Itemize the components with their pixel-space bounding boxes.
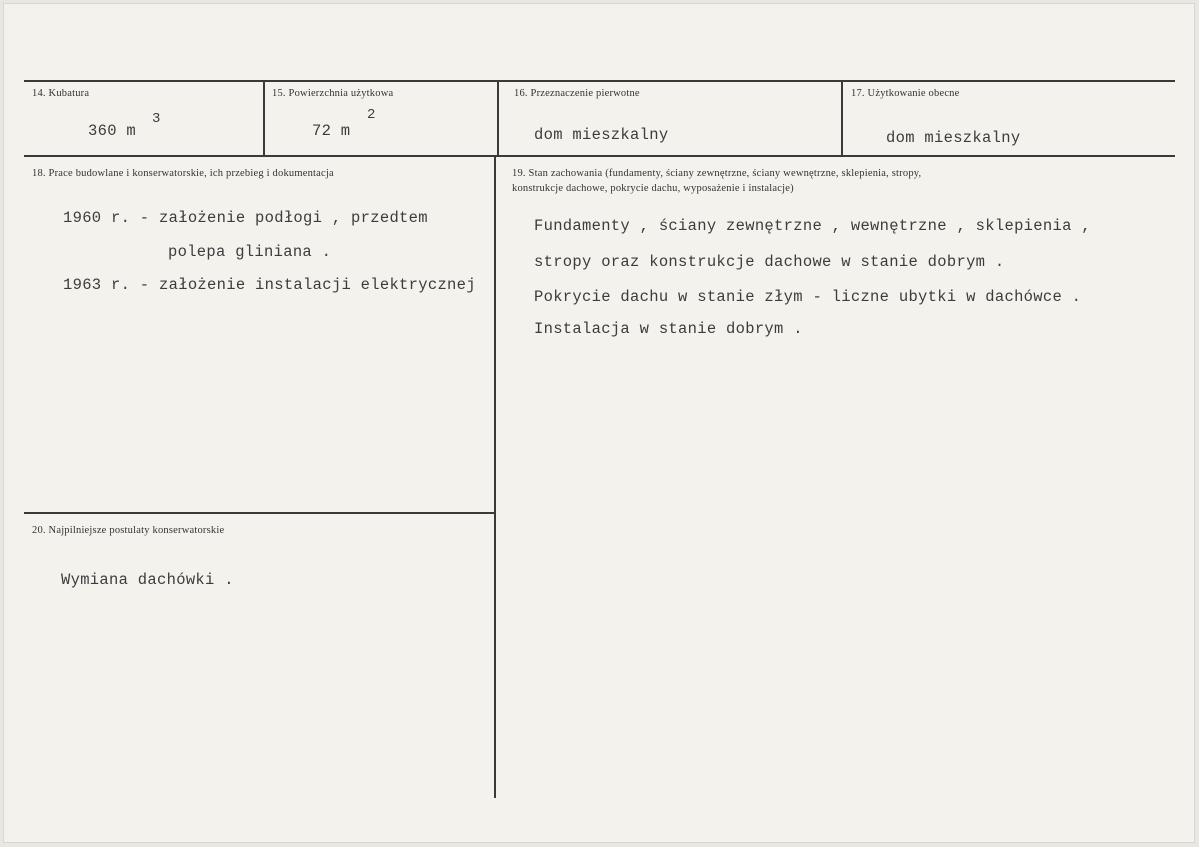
- divider-col16-17: [841, 80, 843, 156]
- divider-section20: [24, 512, 495, 514]
- divider-row1: [24, 155, 1175, 157]
- divider-col14-15: [263, 80, 265, 156]
- field-14-label: 14. Kubatura: [32, 88, 90, 99]
- field-19-label: 19. Stan zachowania (fundamenty, ściany zewnętrzne, ściany wewnętrzne, sklepienia, stropy,: [512, 168, 922, 179]
- field-20-label: 20. Najpilniejsze postulaty konserwatorskie: [32, 525, 225, 536]
- field-14-value: 360 m: [88, 122, 137, 140]
- divider-col15-16: [497, 80, 499, 156]
- field-17-label: 17. Użytkowanie obecne: [851, 88, 960, 99]
- field-17-value: dom mieszkalny: [886, 129, 1021, 147]
- field-15-value: 72 m: [312, 122, 351, 140]
- field-18-line: 1960 r. - założenie podłogi , przedtem: [63, 209, 428, 227]
- field-18-line: polepa gliniana .: [168, 243, 332, 261]
- field-18-label: 18. Prace budowlane i konserwatorskie, ich przebieg i dokumentacja: [32, 168, 334, 179]
- field-19-line: Fundamenty , ściany zewnętrzne , wewnętrzne , sklepienia ,: [534, 217, 1091, 235]
- field-19-line: Instalacja w stanie dobrym .: [534, 320, 803, 338]
- divider-top: [24, 80, 1175, 82]
- field-19-line: Pokrycie dachu w stanie złym - liczne ubytki w dachówce .: [534, 288, 1082, 306]
- field-19-label-cont: konstrukcje dachowe, pokrycie dachu, wyposażenie i instalacje): [512, 183, 794, 194]
- field-20-line: Wymiana dachówki .: [61, 571, 234, 589]
- field-16-label: 16. Przeznaczenie pierwotne: [514, 88, 640, 99]
- field-19-line: stropy oraz konstrukcje dachowe w stanie dobrym .: [534, 253, 1005, 271]
- field-15-label: 15. Powierzchnia użytkowa: [272, 88, 394, 99]
- field-15-exponent: 2: [367, 107, 376, 123]
- field-18-line: 1963 r. - założenie instalacji elektrycznej: [63, 276, 476, 294]
- divider-main-vertical: [494, 156, 496, 798]
- field-14-exponent: 3: [152, 111, 161, 127]
- field-16-value: dom mieszkalny: [534, 126, 669, 144]
